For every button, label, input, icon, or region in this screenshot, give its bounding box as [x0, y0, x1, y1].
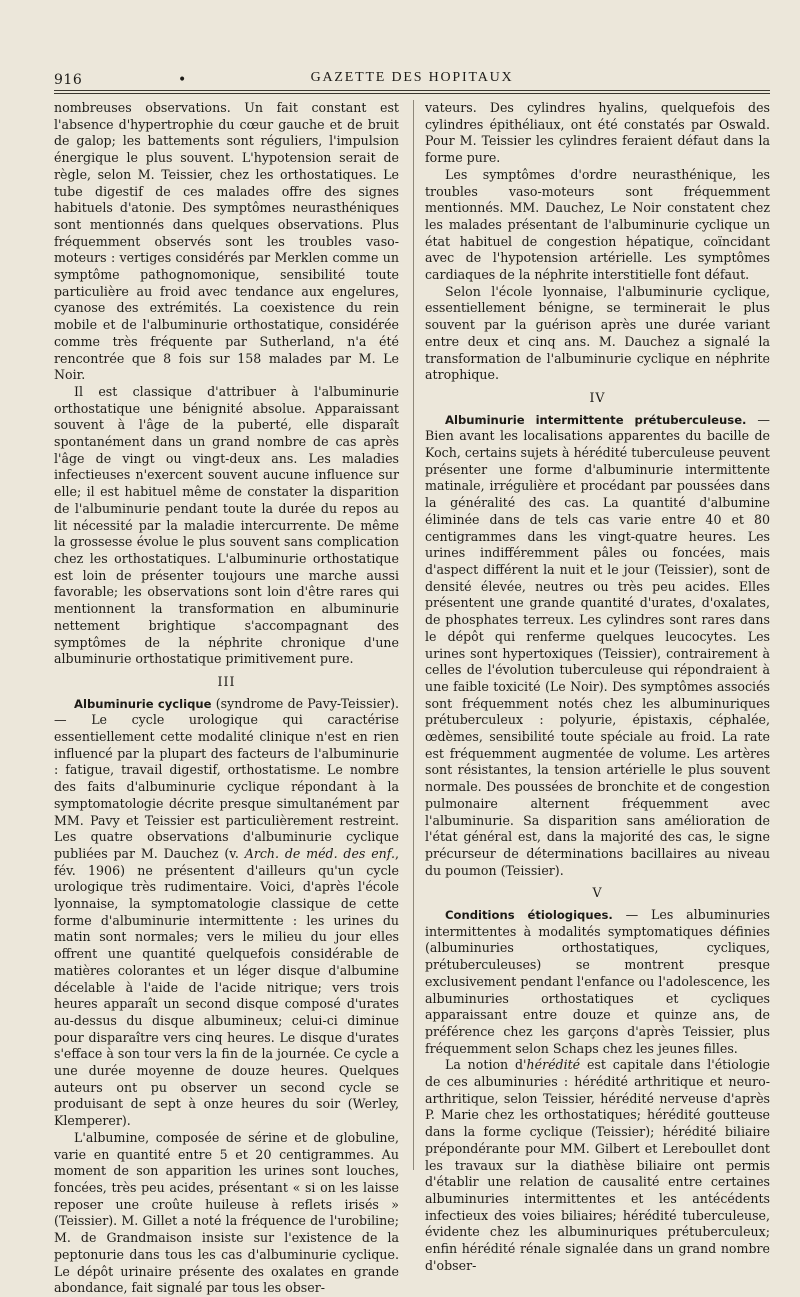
paragraph-text: (syndrome de Pavy-Teissier). — Le cycle urologique qui caractérise essentiellement cette modalité clinique n'est en rien influencé par la plupart des facteurs de l'albuminurie : fatigue, travail digestif, orthostatisme. Le nombre des faits d'albuminurie cyclique répondant à la symptomatologie décrite presque simultanément par MM. Pavy et Teissier est particulièrement restreint. Les quatre observations d'albuminurie cyclique publiées par M. Dauchez (v. [54, 695, 399, 861]
paragraph-text: est capitale dans l'étiologie de ces albuminuries : hérédité arthritique et neuro-arthritique, selon Teissier, hérédité nerveuse d'après P. Marie chez les orthostatiques; hérédité goutteuse dans la forme cyclique (Teissier); hérédité biliaire prépondérante pour MM. Gilbert et Lereboullet dont les travaux sur la diathèse biliaire ont permis d'établir une relation de causalité entre certaines albuminuries intermittentes et les antécédents infectieux des voies biliaires; hérédité tuberculeuse, évidente chez les albuminuriques prétuberculeux; enfin hérédité rénale signalée dans un grand nombre d'obser- [425, 1057, 770, 1273]
page-header [54, 64, 770, 90]
section-heading: Conditions étiologiques. [445, 908, 613, 923]
left-column [54, 100, 399, 1296]
emphasis-term: hérédité [526, 1057, 581, 1073]
paragraph-text: , fév. 1906) ne présentent d'ailleurs qu'un cycle urologique très rudimentaire. Voici, d'après l'école lyonnaise, la symptomatologie classique de cette forme d'albuminurie intermittente : les urines du matin sont normales; vers le milieu du jour elles offrent une quantité quelquefois considérable de matières colorantes et un léger disque d'albumine décelable à l'aide de l'acide nitrique; vers trois heures apparaît un second disque composé d'urates au-dessus du disque albumineux; celui-ci diminue pour disparaître vers cinq heures. Le disque d'urates s'efface à son tour vers la fin de la journée. Ce cycle a une durée moyenne de douze heures. Quelques auteurs ont pu observer un second cycle se produisant de sept à onze heures du soir (Werley, Klemperer). [54, 845, 399, 1129]
page-number: 916 [54, 72, 83, 88]
paragraph: Les symptômes d'ordre neurasthénique, les troubles vaso-moteurs sont fréquemment mentionnés. MM. Dauchez, Le Noir constatent chez les malades présentant de l'albuminurie cyclique un état habituel de congestion hépatique, coïncidant avec de l'hypotension artérielle. Les symptômes cardiaques de la néphrite interstitielle font défaut. [425, 166, 770, 283]
right-column [425, 100, 771, 1273]
journal-title: GAZETTE DES HOPITAUX [310, 70, 514, 85]
paragraph: Il est classique d'attribuer à l'albuminurie orthostatique une bénignité absolue. Apparaissant souvent à l'âge de la puberté, elle disparaît spontanément dans un grand nombre de cas après l'âge de vingt ou vingt-deux ans. Les maladies infectieuses n'exercent souvent aucune influence sur elle; il est habituel même de constater la disparition de l'albuminurie pendant toute la durée du repos au lit nécessité par la maladie intercurrente. De même la grossesse évolue le plus souvent sans complication chez les orthostatiques. L'albuminurie orthostatique est loin de présenter toujours une marche aussi favorable; les observations sont loin d'être rares qui mentionnent la transformation en albuminurie nettement brightique s'accompagnant des symptômes de la néphrite chronique d'une albuminurie orthostatique primitivement pure. [54, 383, 399, 667]
paragraph-text: La notion d' [445, 1057, 527, 1073]
header-ornament: • [178, 72, 187, 88]
article-columns [54, 100, 771, 1296]
paragraph [425, 1057, 770, 1274]
paragraph: vateurs. Des cylindres hyalins, quelquefois des cylindres épithéliaux, ont été constatés par Oswald. Pour M. Teissier les cylindres feraient défaut dans la forme pure. [425, 100, 770, 166]
section-heading: Albuminurie intermittente prétuberculeuse. [445, 412, 747, 427]
paragraph: Selon l'école lyonnaise, l'albuminurie cyclique, essentiellement bénigne, se terminerait le plus souvent par la guérison après une durée variant entre deux et cinq ans. M. Dauchez a signalé la transformation de l'albuminurie cyclique en néphrite atrophique. [425, 283, 770, 383]
paragraph [54, 696, 399, 1130]
paragraph [425, 907, 770, 1057]
paragraph [425, 412, 770, 880]
section-number: V [592, 885, 603, 901]
section-number: III [217, 673, 236, 689]
journal-reference: Arch. de méd. des enf. [244, 845, 395, 861]
paragraph-text: — Bien avant les localisations apparentes du bacille de Koch, certains sujets à hérédité tuberculeuse peuvent présenter une forme d'albuminurie intermittente matinale, irrégulière et procédant par poussées dans la généralité des cas. La quantité d'albumine éliminée dans de tels cas varie entre 40 et 80 centigrammes dans les vingt-quatre heures. Les urines indifféremment pâles ou foncées, mais d'aspect différent la nuit et le jour (Teissier), sont de densité élevée, neutres ou très peu acides. Elles présentent une grande quantité d'urates, d'oxalates, de phosphates terreux. Les cylindres sont rares dans le dépôt qui renferme quelques leucocytes. Les urines sont hypertoxiques (Teissier), contrairement à celles de l'évolution tuberculeuse qui répondraient à une faible toxicité (Le Noir). Des symptômes associés sont fréquemment notés chez les albuminuriques prétuberculeux : polyurie, épistaxis, céphalée, œdèmes, sensibilité toute spéciale au froid. La rate est fréquemment augmentée de volume. Les artères sont résistantes, la tension artérielle le plus souvent normale. Des poussées de bronchite et de congestion pulmonaire alternent fréquemment avec l'albuminurie. Sa disparition sans amélioration de l'état général est, dans la majorité des cas, le signe précurseur de déterminations bacillaires au niveau du poumon (Teissier). [425, 411, 770, 878]
section-heading: Albuminurie cyclique [74, 696, 212, 711]
paragraph-text: — Les albuminuries intermittentes à modalités symptomatiques définies (albuminuries orthostatiques, cycliques, prétuberculeuses) se montrent presque exclusivement pendant l'enfance ou l'adolescence, les albuminuries orthostatiques et cycliques apparaissant entre douze et quinze ans, de préférence chez les garçons d'après Teissier, plus fréquemment selon Schaps chez les jeunes filles. [425, 907, 771, 1056]
paragraph: L'albumine, composée de sérine et de globuline, varie en quantité entre 5 et 20 centigrammes. Au moment de son apparition les urines sont louches, foncées, très peu acides, présentant « si on les laisse reposer une croûte huileuse à reflets irisés » (Teissier). M. Gillet a noté la fréquence de l'urobiline; M. de Grandmaison insiste sur l'existence de la peptonurie dans tous les cas d'albuminurie cyclique. Le dépôt urinaire présente des oxalates en grande abondance, fait signalé par tous les obser- [54, 1129, 399, 1296]
header-rule [54, 90, 770, 94]
paragraph: nombreuses observations. Un fait constant est l'absence d'hypertrophie du cœur gauche et de bruit de galop; les battements sont réguliers, l'impulsion énergique le plus souvent. L'hypotension serait de règle, selon M. Teissier, chez les orthostatiques. Le tube digestif de ces malades offre des signes habituels d'atonie. Des symptômes neurasthéniques sont mentionnés dans quelques observations. Plus fréquemment observés sont les troubles vaso-moteurs : vertiges considérés par Merklen comme un symptôme pathognomonique, sensibilité toute particulière au froid avec tendance aux engelures, cyanose des extrémités. La coexistence du rein mobile et de l'albuminurie orthostatique, considérée comme très fréquente par Sutherland, n'a été rencontrée que 8 fois sur 158 malades par M. Le Noir. [54, 100, 399, 383]
section-number: IV [589, 389, 606, 405]
